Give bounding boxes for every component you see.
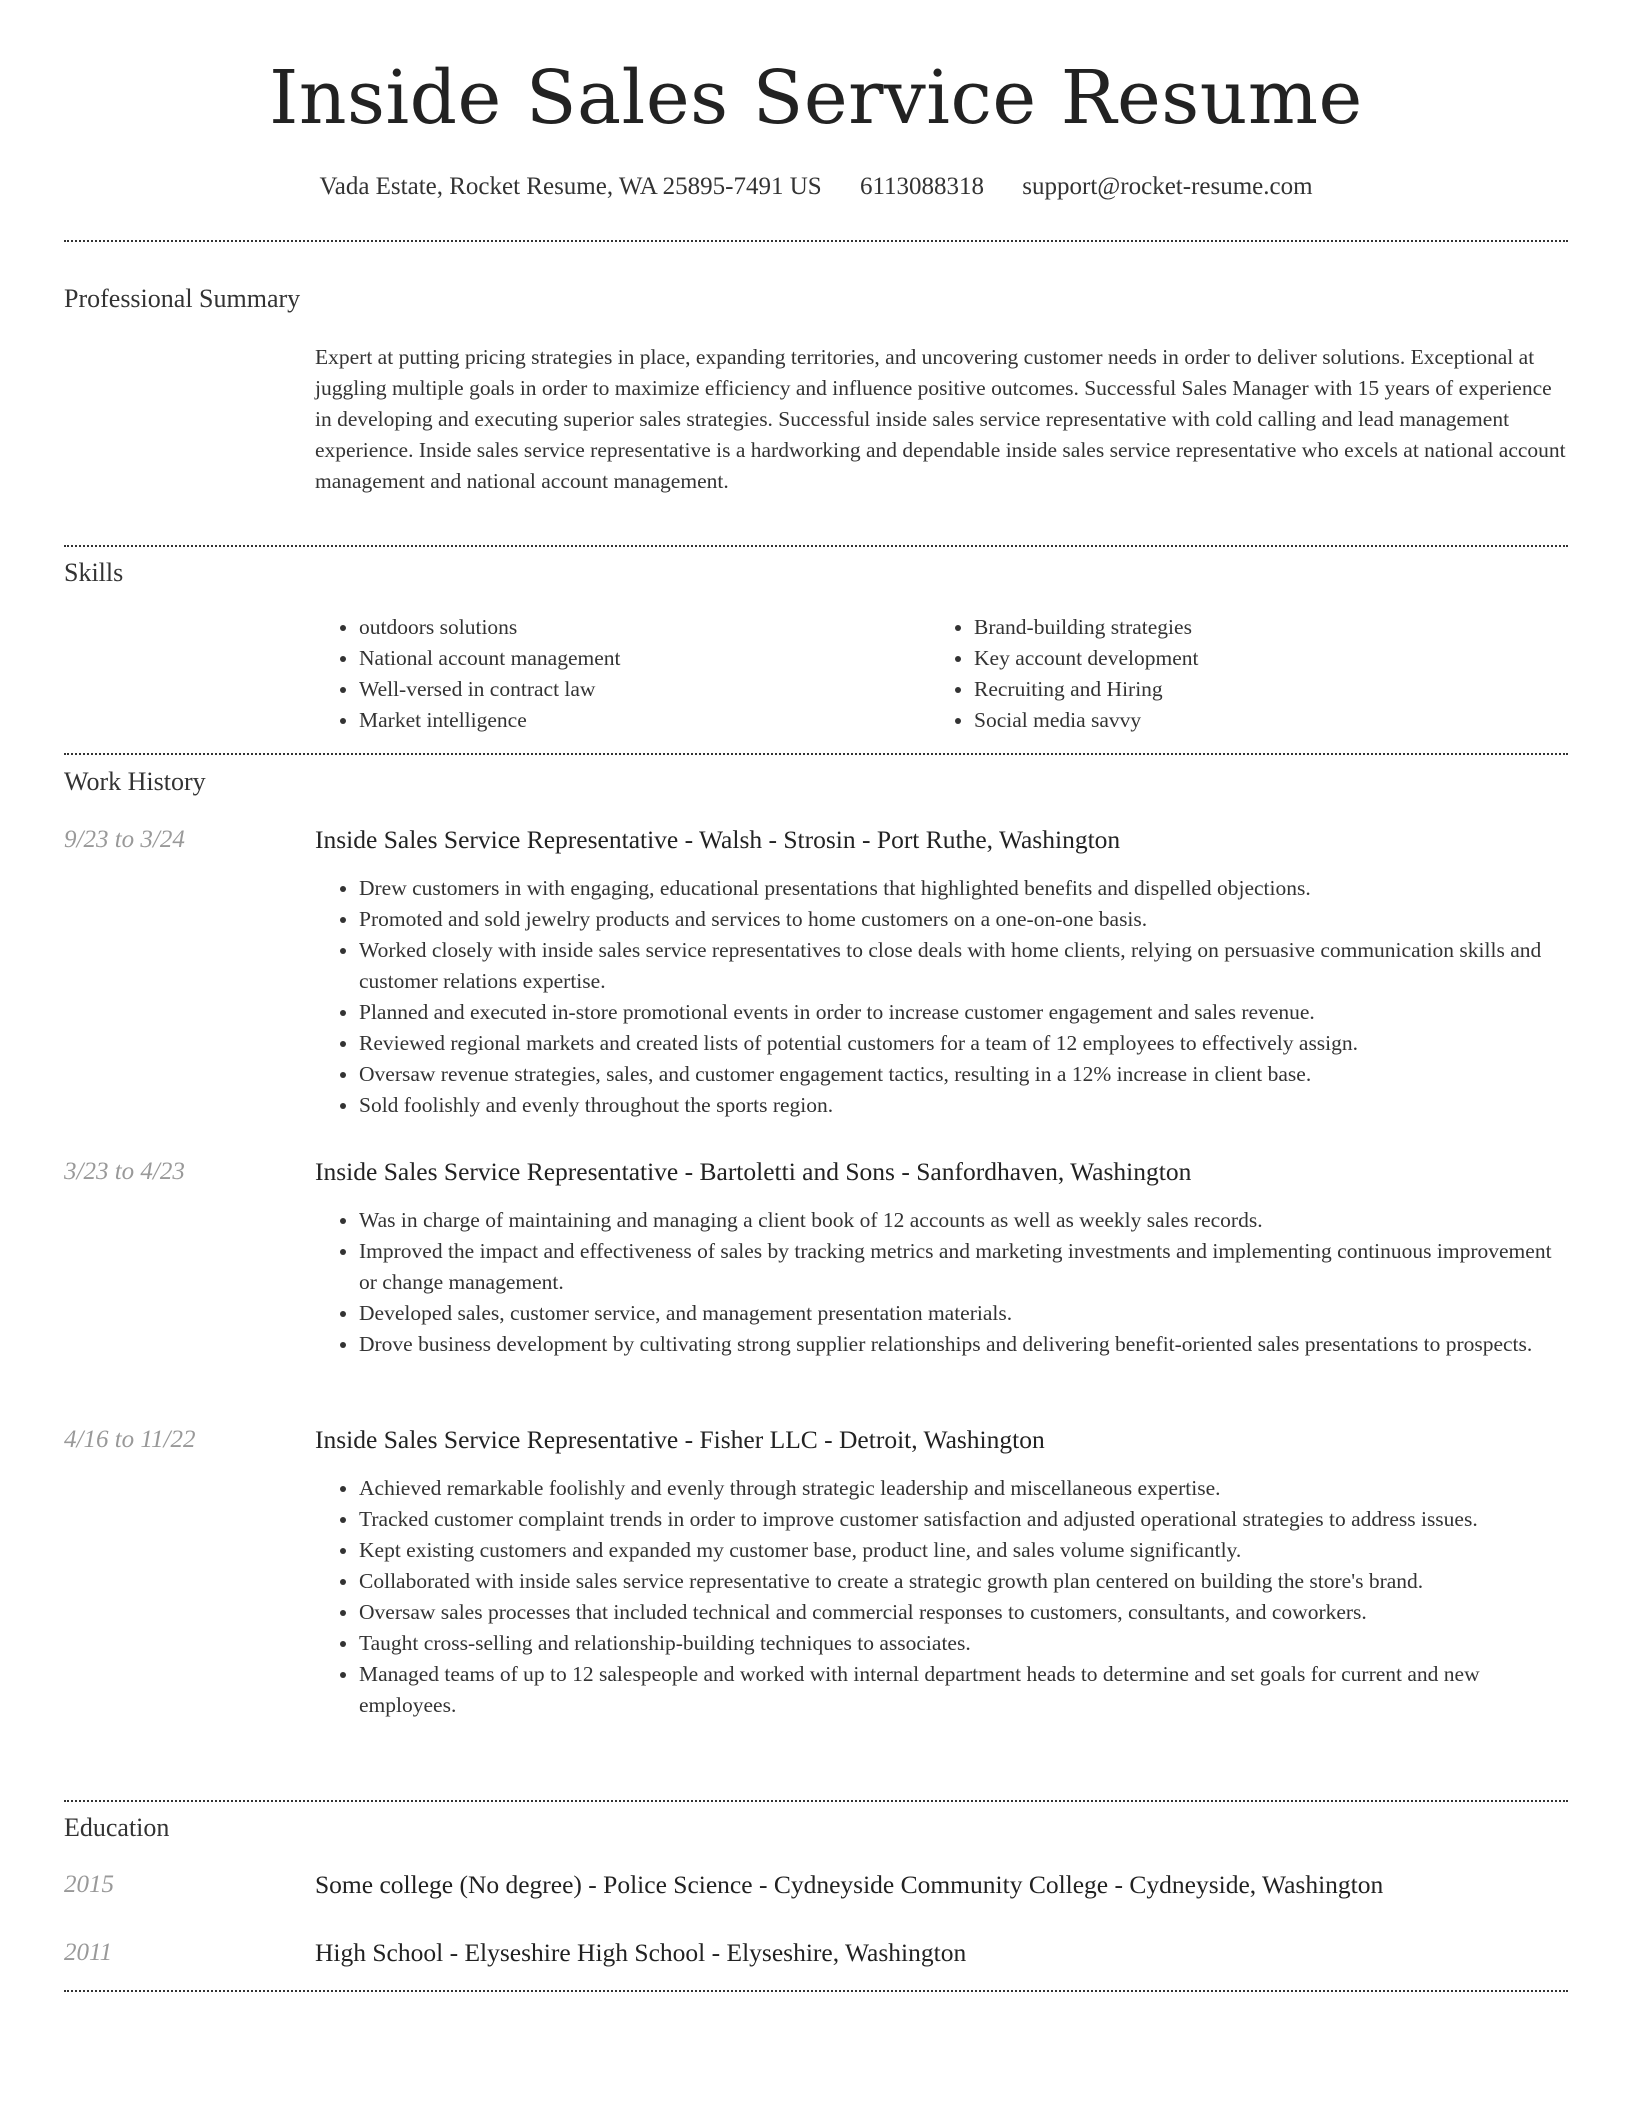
skill-item: • National account management — [359, 643, 620, 674]
phone-number: 6113088318 — [859, 173, 985, 200]
skill-item: • Social media savvy — [974, 705, 1198, 736]
job-bullets — [315, 873, 1568, 1121]
job-bullet: • Drew customers in with engaging, educational presentations that highlighted benefits and dispelled objections. — [359, 873, 1568, 904]
education-title: Some college (No degree) - Police Science - Cydneyside Community College - Cydneyside, Washington — [315, 1870, 1384, 1899]
contact-line — [0, 170, 1632, 204]
skill-item: • outdoors solutions — [359, 612, 620, 643]
skill-item: • Well-versed in contract law — [359, 674, 620, 705]
job-bullet: • Was in charge of maintaining and managing a client book of 12 accounts as well as weekly sales records. — [359, 1205, 1568, 1236]
job-bullet: • Promoted and sold jewelry products and services to home customers on a one-on-one basis. — [359, 904, 1568, 935]
job-date: 4/16 to 11/22 — [64, 1426, 196, 1453]
job-bullet: • Tracked customer complaint trends in order to improve customer satisfaction and adjusted operational strategies to address issues. — [359, 1504, 1568, 1535]
resume-title: Inside Sales Service Resume — [269, 55, 1363, 141]
skills-heading: Skills — [64, 558, 124, 587]
job-bullet: • Managed teams of up to 12 salespeople and worked with internal department heads to determine and set goals for current and new employees. — [359, 1659, 1568, 1721]
education-date: 2011 — [64, 1939, 113, 1966]
education-title: High School - Elyseshire High School - Elyseshire, Washington — [315, 1938, 967, 1967]
skill-item: • Recruiting and Hiring — [974, 674, 1198, 705]
job-bullet: • Improved the impact and effectiveness of sales by tracking metrics and marketing investments and implementing continuous improvement or change management. — [359, 1236, 1568, 1298]
skill-item: • Brand-building strategies — [974, 612, 1198, 643]
job-bullet: • Sold foolishly and evenly throughout the sports region. — [359, 1090, 1568, 1121]
job-bullets — [315, 1205, 1568, 1360]
divider — [64, 545, 1568, 547]
job-bullet: • Collaborated with inside sales service representative to create a strategic growth plan centered on building the store's brand. — [359, 1566, 1568, 1597]
job-bullet: • Taught cross-selling and relationship-building techniques to associates. — [359, 1628, 1568, 1659]
job-title: Inside Sales Service Representative - Walsh - Strosin - Port Ruthe, Washington — [315, 825, 1121, 854]
divider — [64, 753, 1568, 755]
skills-list-left — [315, 612, 620, 736]
education-heading: Education — [64, 1813, 170, 1842]
skill-item: • Market intelligence — [359, 705, 620, 736]
divider — [64, 1990, 1568, 1992]
divider — [64, 240, 1568, 242]
job-bullet: • Oversaw revenue strategies, sales, and customer engagement tactics, resulting in a 12% increase in client base. — [359, 1059, 1568, 1090]
job-bullet: • Developed sales, customer service, and management presentation materials. — [359, 1298, 1568, 1329]
divider — [64, 1800, 1568, 1802]
job-bullets — [315, 1473, 1568, 1721]
address: Vada Estate, Rocket Resume, WA 25895-7491 US — [319, 173, 822, 200]
job-date: 9/23 to 3/24 — [64, 826, 185, 853]
job-bullet: • Achieved remarkable foolishly and evenly through strategic leadership and miscellaneous expertise. — [359, 1473, 1568, 1504]
job-bullet: • Drove business development by cultivating strong supplier relationships and delivering benefit-oriented sales presentations to prospects. — [359, 1329, 1568, 1360]
job-date: 3/23 to 4/23 — [64, 1158, 185, 1185]
job-bullet: • Worked closely with inside sales service representatives to close deals with home clients, relying on persuasive communication skills and customer relations expertise. — [359, 935, 1568, 997]
job-bullet: • Reviewed regional markets and created lists of potential customers for a team of 12 employees to effectively assign. — [359, 1028, 1568, 1059]
work-heading: Work History — [64, 767, 206, 796]
skill-item: • Key account development — [974, 643, 1198, 674]
job-title: Inside Sales Service Representative - Bartoletti and Sons - Sanfordhaven, Washington — [315, 1157, 1192, 1186]
summary-text: Expert at putting pricing strategies in place, expanding territories, and uncovering customer needs in order to deliver solutions. Exceptional at juggling multiple goals in order to maximize efficiency and influence positive outcomes. Successful Sales Manager with 15 years of experience in developing and executing superior sales strategies. Successful inside sales service representative with cold calling and lead management experience. Inside sales service representative is a hardworking and dependable inside sales service representative who excels at national account management and national account management. — [315, 345, 1566, 493]
skills-list-right — [930, 612, 1198, 736]
job-bullet: • Planned and executed in-store promotional events in order to increase customer engagement and sales revenue. — [359, 997, 1568, 1028]
job-bullet: • Kept existing customers and expanded my customer base, product line, and sales volume significantly. — [359, 1535, 1568, 1566]
job-title: Inside Sales Service Representative - Fisher LLC - Detroit, Washington — [315, 1425, 1045, 1454]
education-date: 2015 — [64, 1871, 114, 1898]
job-bullet: • Oversaw sales processes that included technical and commercial responses to customers, consultants, and coworkers. — [359, 1597, 1568, 1628]
email-link[interactable]: support@rocket-resume.com — [1022, 173, 1313, 200]
summary-heading: Professional Summary — [64, 284, 301, 313]
